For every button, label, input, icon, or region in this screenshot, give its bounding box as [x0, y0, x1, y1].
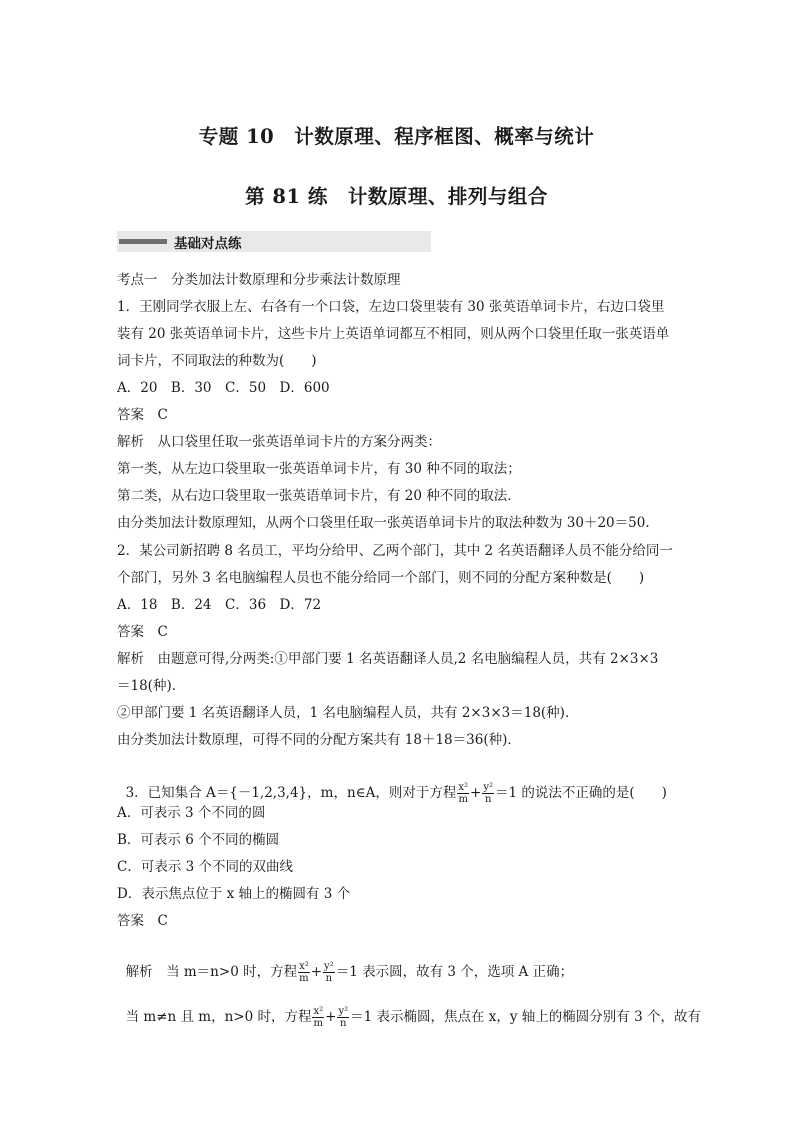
- q3-option-b: B．可表示 6 个不同的椭圆: [117, 832, 280, 848]
- page-title: 专题 10 计数原理、程序框图、概率与统计: [198, 125, 595, 148]
- q1-analysis-line: 由分类加法计数原理知，从两个口袋里任取一张英语单词卡片的取法种数为 30＋20＝50.: [117, 515, 650, 531]
- q3-prefix: 3．已知集合: [125, 785, 206, 801]
- q2-analysis-line: ②甲部门要 1 名英语翻译人员，1 名电脑编程人员，共有 2×3×3＝18(种)．: [117, 705, 579, 721]
- q2-text-line: 个部门，另外 3 名电脑编程人员也不能分给同一个部门，则不同的分配方案种数是( ): [117, 570, 645, 586]
- fraction-x2-over-m: $\frac{\text{x²}}{m}$: [313, 1006, 324, 1029]
- q3-option-a: A．可表示 3 个不同的圆: [117, 805, 266, 821]
- q1-text-line: 装有 20 张英语单词卡片，这些卡片上英语单词都互不相同，则从两个口袋里任取一张英语单: [117, 326, 670, 342]
- q3-suffix: ＝1 的说法不正确的是( ): [495, 785, 667, 801]
- q1-options: A．20 B．30 C．50 D．600: [117, 380, 330, 396]
- fraction-y2-over-n: $\frac{\text{y²}}{n}$: [324, 961, 334, 984]
- fraction-y2-over-n: $\frac{\text{y²}}{n}$: [338, 1006, 349, 1029]
- q3-text-line: 3．已知集合 A＝{－1,2,3,4}，m，n∈A，则对于方程 $\frac{\text{x²}}{m}$ + $\frac{\text{y²}}{n}$ ＝1 的说法不正确的是( ): [125, 782, 667, 805]
- q1-analysis-line: 第一类，从左边口袋里取一张英语单词卡片，有 30 种不同的取法；: [117, 461, 521, 477]
- q3-option-d: D．表示焦点位于 x 轴上的椭圆有 3 个: [117, 886, 351, 902]
- section-header: [117, 231, 431, 252]
- fraction-x2-over-m: $\frac{\text{x²}}{m}$: [299, 961, 309, 984]
- q3-set: A＝{－1,2,3,4}，m，n∈A，则对于方程: [205, 785, 457, 801]
- q1-analysis-line: 解析 从口袋里任取一张英语单词卡片的方案分两类：: [117, 434, 441, 450]
- q3-answer: 答案 C: [117, 913, 168, 929]
- q2-analysis-line: 由分类加法计数原理，可得不同的分配方案共有 18＋18＝36(种)．: [117, 732, 521, 748]
- topic-heading: 考点一 分类加法计数原理和分步乘法计数原理: [117, 272, 401, 288]
- section-label: 基础对点练: [174, 236, 242, 252]
- q3-analysis-line: 解析 当 m＝n>0 时，方程 $\frac{\text{x²}}{m}$ + $\frac{\text{y²}}{n}$ ＝1 表示圆，故有 3 个，选项 A 正确；: [125, 961, 574, 984]
- q2-text-line: 2．某公司新招聘 8 名员工，平均分给甲、乙两个部门，其中 2 名英语翻译人员不能分给同一: [117, 543, 673, 559]
- q1-analysis-line: 第二类，从右边口袋里取一张英语单词卡片，有 20 种不同的取法．: [117, 488, 521, 504]
- q1-text-line: 1．王刚同学衣服上左、右各有一个口袋，左边口袋里装有 30 张英语单词卡片，右边口袋里: [117, 299, 665, 315]
- section-bar-icon: [119, 239, 167, 244]
- fraction-y2-over-n: $\frac{\text{y²}}{n}$: [483, 782, 494, 805]
- q3-option-c: C．可表示 3 个不同的双曲线: [117, 859, 294, 875]
- q2-analysis-line: 解析 由题意可得,分两类:①甲部门要 1 名英语翻译人员,2 名电脑编程人员，共有 2×3×3: [117, 651, 659, 667]
- page-subtitle: 第 81 练 计数原理、排列与组合: [245, 185, 548, 208]
- fraction-x2-over-m: $\frac{\text{x²}}{m}$: [458, 782, 469, 805]
- q2-answer: 答案 C: [117, 624, 168, 640]
- q1-answer: 答案 C: [117, 407, 168, 423]
- q1-text-line: 词卡片，不同取法的种数为( ): [117, 353, 317, 369]
- q3-analysis-line: 当 m≠n 且 m，n>0 时，方程 $\frac{\text{x²}}{m}$ + $\frac{\text{y²}}{n}$ ＝1 表示椭圆，焦点在 x，y 轴上的椭圆分别有 3 个，故有: [125, 1006, 701, 1029]
- q2-options: A．18 B．24 C．36 D．72: [117, 597, 322, 613]
- q2-analysis-line: ＝18(种)．: [117, 678, 186, 694]
